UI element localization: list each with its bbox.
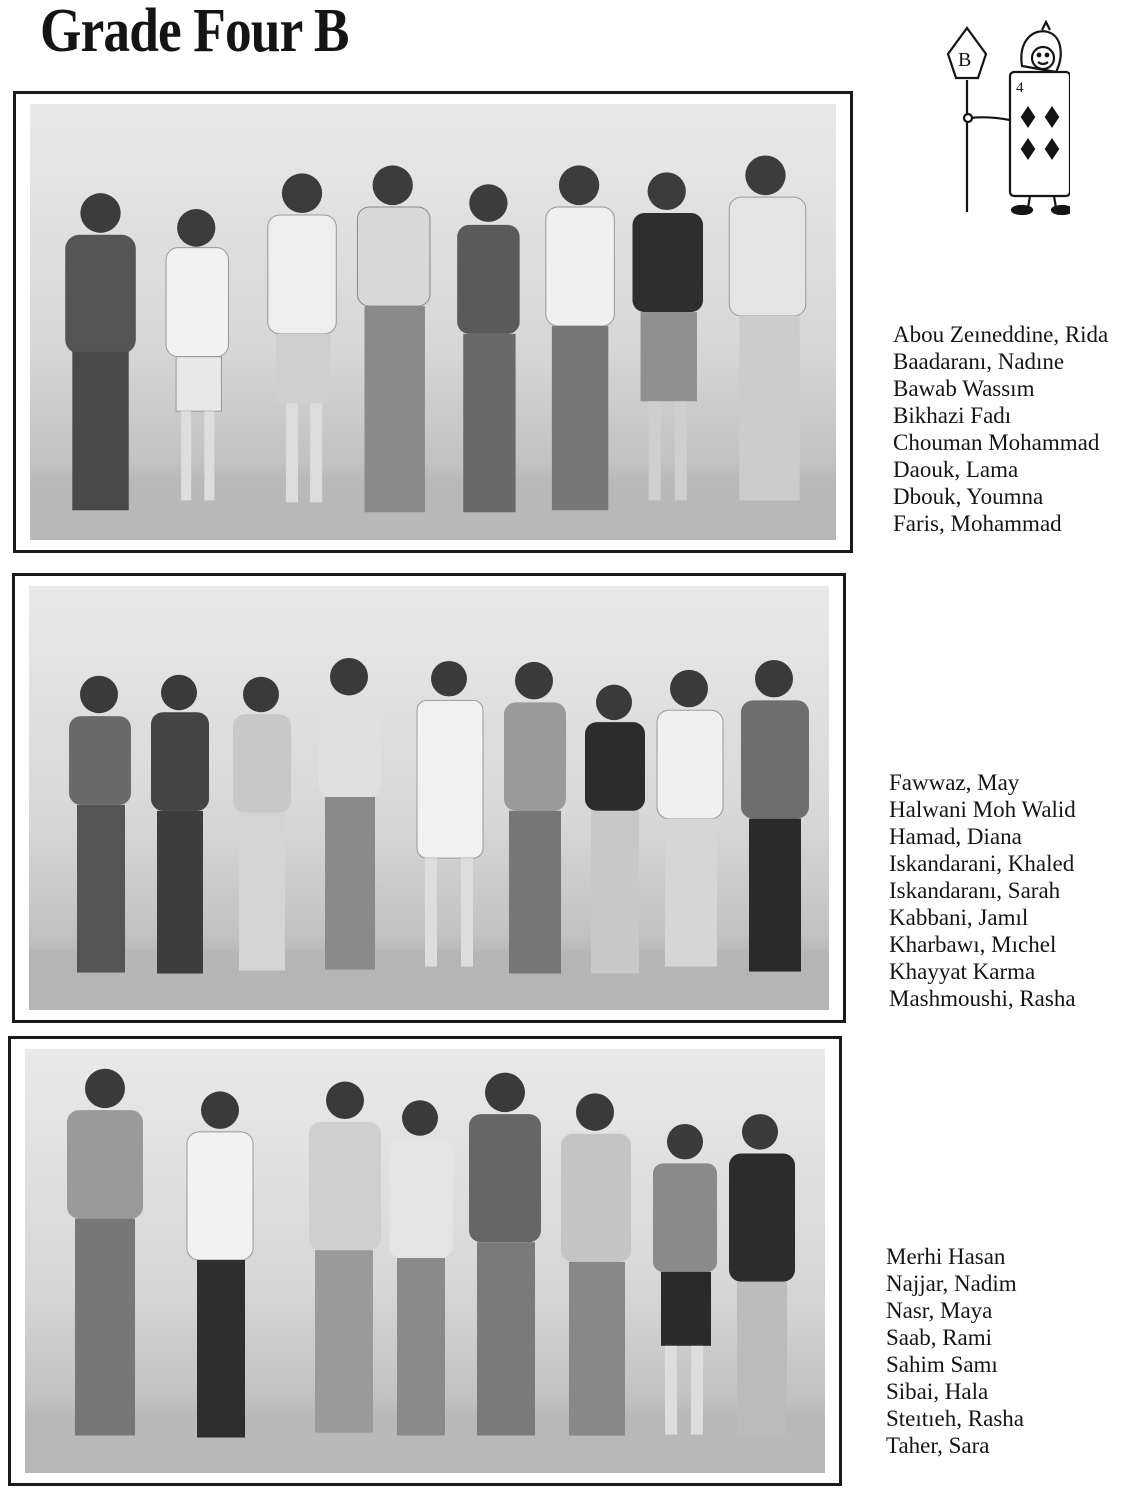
class-photo-1-image — [30, 104, 836, 540]
student-name: Nasr, Maya — [886, 1298, 993, 1323]
student-name: Taher, Sara — [886, 1433, 990, 1458]
mascot-card-rank: 4 — [1016, 80, 1024, 96]
student-name: Steıtıeh, Rasha — [886, 1406, 1024, 1431]
class-photo-2 — [12, 573, 846, 1023]
student-name: Sibai, Hala — [886, 1379, 989, 1404]
student-name: Sahim Samı — [886, 1352, 998, 1377]
student-name: Daouk, Lama — [893, 457, 1019, 482]
student-name: Mashmoushi, Rasha — [889, 986, 1076, 1011]
student-name: Bikhazi Fadı — [893, 403, 1012, 428]
student-name: Kabbani, Jamıl — [889, 905, 1029, 930]
student-names-list-1 — [893, 321, 1108, 537]
mascot-badge-letter: B — [958, 49, 972, 71]
student-name: Iskandaranı, Sarah — [889, 878, 1061, 903]
page-title: Grade Four B — [40, 0, 349, 65]
class-photo-2-image — [29, 586, 829, 1010]
group-photo-figures — [30, 104, 836, 540]
class-photo-3-image — [25, 1049, 825, 1473]
group-photo-figures — [25, 1049, 825, 1473]
student-names-list-2 — [889, 769, 1076, 1012]
student-names-list-3 — [886, 1243, 1024, 1459]
student-name: Halwani Moh Walid — [889, 797, 1076, 822]
student-name: Chouman Mohammad — [893, 430, 1100, 455]
group-photo-figures — [29, 586, 829, 1010]
student-name: Hamad, Diana — [889, 824, 1022, 849]
student-name: Kharbawı, Mıchel — [889, 932, 1057, 957]
student-name: Merhi Hasan — [886, 1244, 1006, 1269]
class-photo-3 — [8, 1036, 842, 1486]
student-name: Najjar, Nadim — [886, 1271, 1017, 1296]
student-name: Khayyat Karma — [889, 959, 1036, 984]
student-name: Saab, Rami — [886, 1325, 993, 1350]
mascot-illustration — [930, 20, 1070, 220]
student-name: Fawwaz, May — [889, 770, 1020, 795]
student-name: Bawab Wassım — [893, 376, 1035, 401]
student-name: Abou Zeıneddine, Rida — [893, 322, 1109, 347]
student-name: Faris, Mohammad — [893, 511, 1062, 536]
class-photo-1 — [13, 91, 853, 553]
student-name: Dbouk, Youmna — [893, 484, 1044, 509]
student-name: Iskandarani, Khaled — [889, 851, 1075, 876]
student-name: Baadaranı, Nadıne — [893, 349, 1065, 374]
